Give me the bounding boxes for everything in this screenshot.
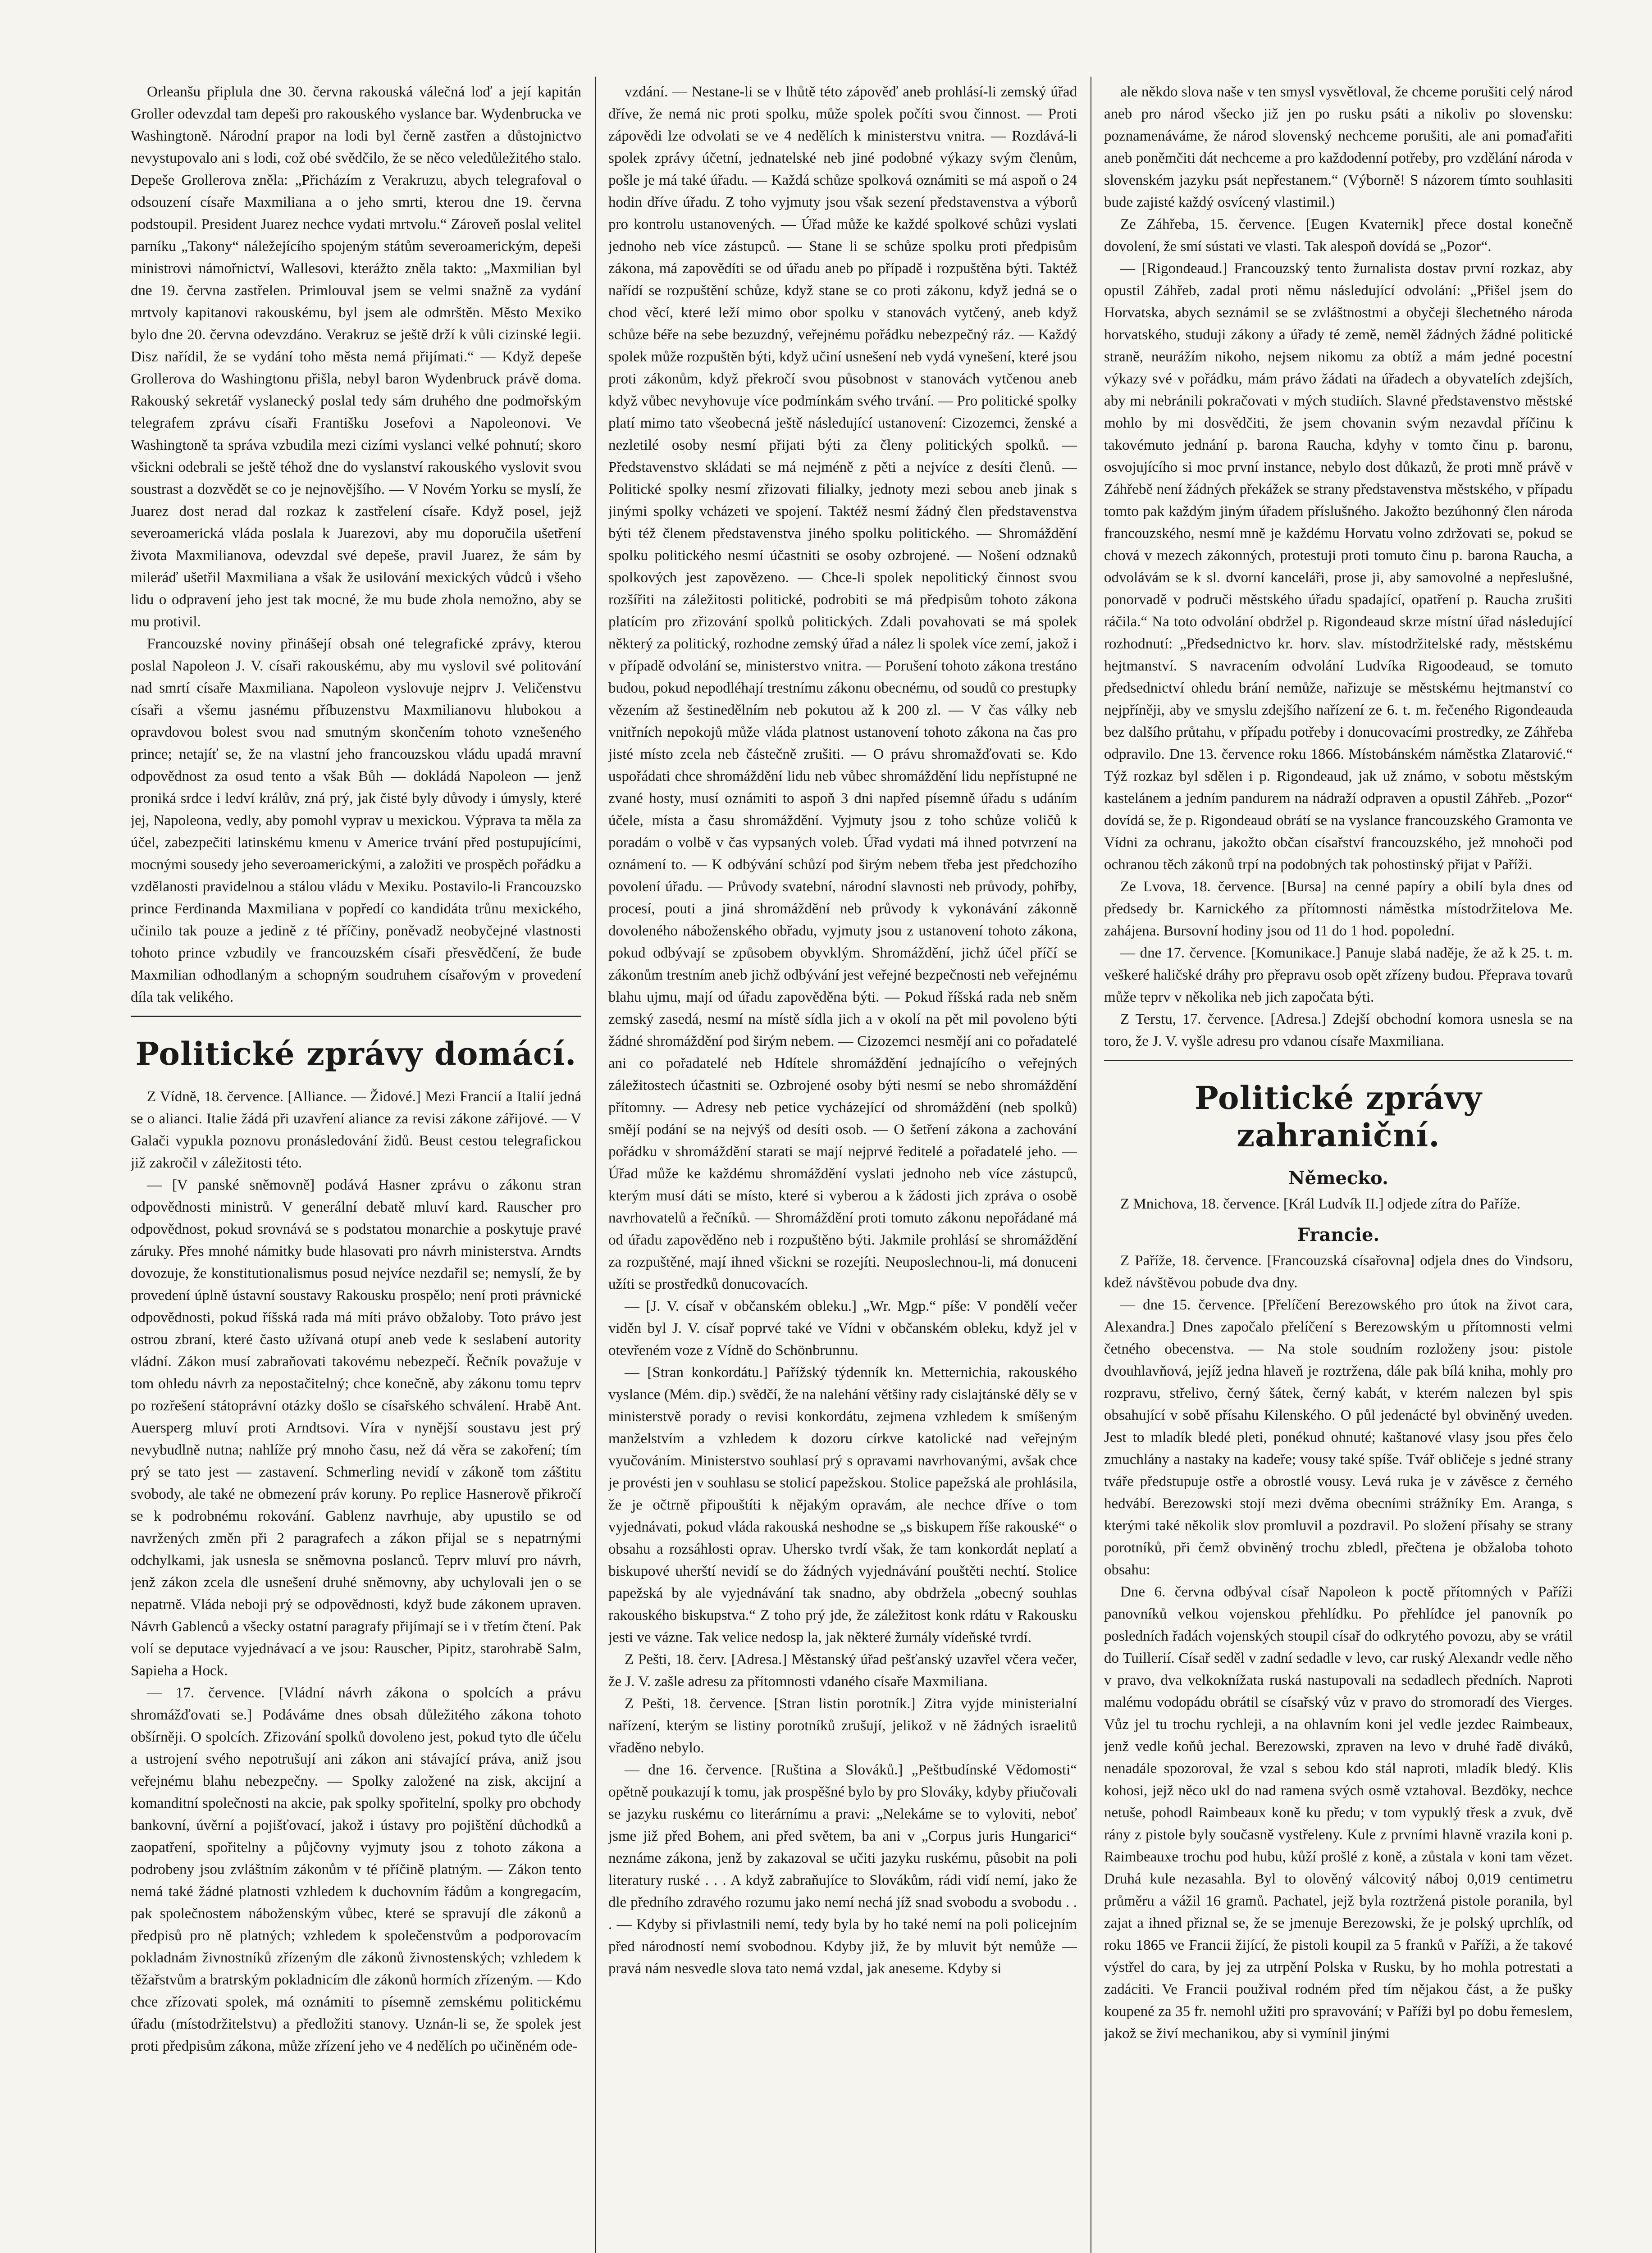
column-rule <box>595 77 596 2253</box>
subheading-france: Francie. <box>1297 1224 1380 1245</box>
paragraph: — 17. července. [Vládní návrh zákona o spolcích a právu shromážďovati se.] Podáváme dnes obsah důležitého zákona tohoto obšírněji. O spolcích. Zřizování spolků dovoleno jest, pokud tyto dle účelu a ustrojení svého nepotrušují ani zákon ani stávající práva, aniž jsou veřejnému blahu nebezpečny. — Spolky založené na zisk, akcijní a komanditní společnosti na akcie, pak spolky spořitelní, spolky pro obchody bankovní, úvěrní a pojišťovací, jakož i ústavy pro pojištění důchodků a zaopatření, spořitelny a půjčovny vyjmuty jsou z tohoto zákona a podrobeny jsou zvláštním zákonům v té příčině platným. — Zákon tento nemá také žádné platnosti vzhledem k duchovním řádům a kongregacím, pak společnostem náboženským vůbec, které se spravují dle zákonů a předpisů pro ně platných; vzhledem k společenstvům a podporovacím pokladnám živnostníků zřízeným dle zákonů živnostenských; vzhledem k těžařstvům a bratrským pokladnicím dle zákonů hormích zřízeným. — Kdo chce zřízovati spolek, má oznámiti to písemně zemskému politickému úřadu (místodržitelstvu) a předložiti stanovy. Uznán-li se, že spolek jest proti předpisům zákona, může zřízení jeho ve 4 nedělích po učiněném ode- <box>131 1685 581 2054</box>
paragraph: Z Pešti, 18. července. [Stran listin porotník.] Zitra vyjde ministerialní nařízení, kterým se listiny porotníků zrušují, jelikož v ně žádných israelitů vřaděno nebylo. <box>608 1696 1077 1756</box>
column-2 <box>608 81 1077 2253</box>
paragraph: Z Paříže, 18. července. [Francouzská císařovna] odjela dnes do Vindsoru, kdež návštěvou pobude dva dny. <box>1104 1253 1573 1291</box>
column-1 <box>131 81 581 2253</box>
paragraph: — dne 16. července. [Ruština a Slováků.] „Peštbudínské Vědomosti“ opětně poukazují k tomu, jak prospěšné bylo by pro Slováky, kdyby přiučovali se jazyku ruskému co literárnímu a pravi: „Nelekáme se to vyloviti, neboť jsme již před Bohem, ani před světem, ba ani v „Corpus juris Hungarici“ neznáme zákona, jenž by zakazoval se učiti jazyku ruskému, působit na poli literatury ruské . . . A když zabraňujíce to Slovákům, rádi vidí nemí, jako že dle předního zdravého rozumu jako nemí nechá jíž snad svobodu a svobodu . . . — Kdyby si přivlastnili nemí, tedy byla by ho také nemí na poli policejním před národností nemí svobodnou. Kdyby již, že by mluvit být nemůže — pravá nám nesvedle slova tato nemá vzdal, jak aneseme. Kdyby si <box>608 1762 1077 1977</box>
paragraph: Orleanšu připlula dne 30. června rakouská válečná loď a její kapitán Groller odevzdal tam depeši pro rakouského vyslance bar. Wydenbrucka ve Washingtoně. Národní prapor na lodi byl černě zastřen a důstojnictvo nevystupovalo ani s lodi, což obé svědčilo, že se něco veledůležitého stalo. Depeše Grollerova zněla: „Přicházím z Verakruzu, abych telegrafoval o odsouzení císaře Maxmiliana a o jeho smrti, kterou dne 19. června podstoupil. President Juarez nechce vydati mrtvolu.“ Zároveň poslal velitel parníku „Takony“ náležejícího spojeným státům severoamerickým, depeši ministrovi námořnictví, Wallesovi, kterážto zněla takto: „Maxmilian byl dne 19. června zastřelen. Primlouval jsem se velmi snažně za vydání mrtvoly kapitanovi rakouskému, byl jsem ale odmrštěn. Město Mexiko bylo dne 20. června odevzdáno. Verakruz se ještě drží k vůli cizinské legii. Disz nařídil, že se vydání toho města nemá přijímati.“ — Když depeše Grollerova do Washingtonu přišla, nebyl baron Wydenbruck právě doma. Rakouský sekretář vyslanecký poslal tedy sám druhého dne podmořským telegrafem zprávu císaři Františku Josefovi a Napoleonovi. Ve Washingtoně ta správa vzbudila mezi cizími vyslanci velké pohnutí; skoro všickni odebrali se ještě téhož dne do vyslanství rakouského vyslovit svou soustrast a dozvědět se co je nejnovějšího. — V Novém Yorku se myslí, že Juarez dost nerad dal rozkaz k zastřelení císaře. Když posel, jejž severoamerická vláda poslala k Juarezovi, aby mu doporučila ušetření života Maxmilianova, odevzdal své depeše, pravil Juarez, že sám by mileráď ušetřil Maxmiliana a však že usilování mexických vůdců i všeho lidu o odpravení jeho jest tak mocné, že mu bude zhola nemožno, aby se mu protivil. <box>131 84 581 630</box>
paragraph: Dne 6. června odbýval císař Napoleon k poctě přítomných v Paříži panovníků velkou vojenskou přehlídku. Po přehlídce jel panovník po posledních řadách vojenských stoupil císař do odkrytého povozu, aby se vrátil do Tuillerií. Císař seděl v zadní sedadle v levo, car ruský Alexandr vedle něho v pravo, dva velkoknížata ruská nastupovali na sedadlech předních. Naproti malému vodopádu obrátil se císařský vůz v pravo do stromoradí des Vierges. Vůz jel tu trochu rychleji, a na ohlavním koni jel vedle jezdec Raimbeaux, jenž vedle koňů jechal. Berezowski, zpraven na levo v druhé řadě diváků, nenadále spozoroval, že vzal s sebou kdo stál naproti, mladík bledý. Klis kohosi, jejž něco ukl do nad ramena svých osmě vztahoval. Bezdöky, nechce netuše, pohodl Raimbeaux koně ku předu; v tom vypuklý třesk a zvuk, dvě rány z pistole byly současně vystřeleny. Kule z prvními hlavně vrazila koni p. Raimbeauxe trochu pod hubu, kůží prošlé z koně, a zůstala v koni tam vězet. Druhá kule nezasahla. Byl to olověný válcovitý náboj 0,019 centimetru průměru a vážil 16 gramů. Pachatel, jejž byla roztržená pistole poranila, byl zajat a ihned přiznal se, že se jmenuje Berezowski, že je polský uprchlík, od roku 1865 ve Francii žijící, že pistoli koupil za 5 franků v Paříži, a že takové výstřel do cara, by jej za utrpění Polska v Rusku, by ho mohla potrestati a zadáciti. Ve Francii použival rodném před tím nějakou část, a že pušky koupené za 35 fr. nemohl užiti pro spravování; v Paříži byl po dobu řemeslem, jakož se živí mechanikou, aby si vymínil jinými <box>1104 1584 1573 2042</box>
divider <box>131 1016 581 1017</box>
column-3 <box>1104 81 1573 2253</box>
paragraph: Z Terstu, 17. července. [Adresa.] Zdejší obchodní komora usnesla se na toro, že J. V. vyšle adresu pro vdanou císaře Maxmiliana. <box>1104 1011 1573 1049</box>
section-title-foreign: Politické zprávy zahraniční. <box>1195 1079 1482 1154</box>
paragraph: — [J. V. císař v občanském obleku.] „Wr. Mgp.“ píše: V pondělí večer viděn byl J. V. císař poprvé také ve Vídni v občanském obleku, když jel v otevřeném voze z Vídně do Schönbrunnu. <box>608 1298 1077 1359</box>
section-title-domestic: Politické zprávy domácí. <box>135 1035 577 1072</box>
paragraph: Z Pešti, 18. červ. [Adresa.] Městanský úřad pešťanský uzavřel včera večer, že J. V. zašle adresu za přítomnosti vdaného císaře Maxmiliana. <box>608 1651 1077 1690</box>
paragraph: — [Stran konkordátu.] Pařížský týdenník kn. Metternichia, rakouského vyslance (Mém. dip.) svědčí, že na nalehání většiny rady cislajtánské děly se v ministerstvě porady o revisi konkordátu, zejmena vzhledem k smíšeným manželstvím a vzhledem k dozoru církve katolické nad veřejným vyučováním. Ministerstvo souhlasí prý s opravami navrhovanými, avšak chce je provésti jen v souhlasu se stolicí papežskou. Stolice papežská ale prohlásila, že je očtrně připouštíti k nějakým opravám, ale nechce dříve o tom vyjednávati, pokud vláda rakouská neshodne se „s biskupem říše rakouské“ o obsahu a rozsáhlosti oprav. Uhersko tvrdí však, že tam konkordát neplatí a biskupové uherští nevidí se do žádných vyjednávání pouštěti nechtí. Stolice papežská by ale vyjednávání tak snadno, aby obdržela „obecný souhlas rakouského biskupstva.“ Z toho prý jde, že záležitost konk rdátu v Rakousku jesti ve vázne. Tak velice nedosp la, jak některé žurnály vídeňské tvrdí. <box>608 1364 1077 1646</box>
divider <box>1104 1060 1573 1061</box>
subheading-germany: Německo. <box>1288 1168 1388 1189</box>
paragraph: Ze Lvova, 18. července. [Bursa] na cenné papíry a obilí byla dnes od předsedy br. Karnického za přítomnosti náměstka místodržitelova Me. zahájena. Bursovní hodiny jsou od 11 do 1 hod. popolední. <box>1104 879 1573 939</box>
paragraph: — [Rigondeaud.] Francouzský tento žurnalista dostav první rozkaz, aby opustil Záhřeb, zadal proti němu následující odvolání: „Přišel jsem do Horvatska, abych seznámil se se zvláštnostmi a obyčeji šlechetného národa horvatského, studuji zákony a úřady té země, neměl žádných žádné politické straně, neurážím nikoho, nejsem nikomu za obtíž a mám jedné pocestní výkazy své v pořádku, mám právo žádati na úřadech a obyvatelích zdejších, aby mi nebránili pokračovati v mých studiích. Slavné představenstvo městské mohlo by mi dosvědčiti, že jsem chovanin svým nezavdal příčinu k takovémuto jednání p. barona Raucha, kdyhy v tomto činu p. baronu, osvojujícího si moc první instance, nebylo dost důkazů, že proti mně právě v Záhřebě není žádných překážek se strany představenstva městského, v případu tomto pak každým jiným úřadem příslušného. Jakožto bezúhonný člen národa francouzského, nesmí mně je každému Horvatu volno zdržovati se, pokud se chová v mezech zákonných, protestuji proti tomuto činu p. barona Raucha, a odvolávám se k sl. dvorní kanceláři, prose ji, aby samovolné a nepřeslušné, ponorvadě v područi městského úřadu spadající, opatření p. Raucha zrušiti ráčila.“ Na toto odvolání obdržel p. Rigondeaud skrze místní úřad následující rozhodnutí: „Předsednictvo kr. horv. slav. místodržitelské rady, městskému hejtmanství. S navracením odvolání Ludvíka Rigoodeaud, se tomuto předsednictví ohledu brání nemůže, nařizuje se městskému hejtmanství co nejpříněji, aby ve smyslu zdejšího nařízení ze 6. t. m. řečeného Rigondeauda bez dalšího průtahu, v případu potřeby i donucovacími prostredky, ze Záhřeba odpravilo. Dne 13. července roku 1866. Místobánském náměstka Zlatarović.“ Týž rozkaz byl sdělen i p. Rigondeaud, jak už známo, v sobotu městským kastelánem a jedním pandurem na nádraží odpraven a opustil Záhřeb. „Pozor“ dovídá se, že p. Rigondeaud obrátí se na vyslance francouzského Gramonta ve Vídni za ochranu, jakožto občan císařství francouzského, jež mnohoči pod ochranou těch zákonů trpí na podobných tak pohostinský přijat v Paříži. <box>1104 260 1573 873</box>
paragraph: — [V panské sněmovně] podává Hasner zprávu o zákonu stran odpovědnosti ministrů. V generální debatě mluví kard. Rauscher pro odpovědnost, pokud srovnává se s podstatou monarchie a poskytuje pravé záruky. Přes mnohé námitky bude hlasovati pro návrh ministerstva. Arndts dovozuje, že konstitutionalismus posud nejvíce nezdařil se; nemyslí, že by provedení úplně ústavní soustavy Rakousku prospělo; není proti právnické odpovědnosti, pokud říšská rada má míti právo obžaloby. Toto právo jest ostrou zbraní, které často užívaná otupí aneb vede k seslabení autority vládní. Zákon musí zabraňovati takovému nebezpečí. Řečník považuje v tom ohledu návrh za nepostačitelný; chce konečně, aby zákonu tomu teprv po rozřešení státoprávní otázky došlo se císařského schválení. Hrabě Ant. Auersperg mluví proti Arndtsovi. Víra v nynější soustavu jest prý nevybudlně nutna; nahlíže prý mnoho času, než dá věra se zakoření; tím prý se tato jest — zastavení. Schmerling nevidí v zákoně tom záštitu svobody, ale také ne obmezení práv koruny. Po replice Hasnerově přikročí se k podrobnému rokování. Gablenz navrhuje, aby upustilo se od navržených změn při 2 paragrafech a zákon přijal se s nepatrnými odchylkami, jak usnesla se sněmovna poslanců. Teprv mluví pro návrh, jenž zákon zcela dle usnešení druhé sněmovny, aby uchylovali jen o se nepatrně. Vláda neboji prý se odpovědnosti, když bude zákonem upraven. Návrh Gablenců a všecky ostatní paragrafy přijímají se i v třetím čtení. Pak volí se deputace vyjednávací a ve jsou: Rauscher, Pipitz, starohrabě Salm, Sapieha a Hock. <box>131 1177 581 1679</box>
paragraph: Z Vídně, 18. července. [Alliance. — Židové.] Mezi Francií a Italií jedná se o alianci. Italie žádá při uzavření aliance za revisi zákone zářijové. — V Galači vypukla poznovu pronásledování židů. Beust cestou telegrafickou již zakročil v záležitosti této. <box>131 1089 581 1171</box>
paragraph: — dne 17. července. [Komunikace.] Panuje slabá naděje, že až k 25. t. m. veškeré haličské dráhy pro přepravu osob opět zřízeny budou. Přeprava tovarů může teprv v několika neb jich započata býti. <box>1104 945 1573 1005</box>
paragraph: Ze Záhřeba, 15. července. [Eugen Kvaternik] přece dostal konečně dovolení, že smí sústati ve vlasti. Tak alespoň dovídá se „Pozor“. <box>1104 216 1573 255</box>
paragraph: Z Mnichova, 18. července. [Král Ludvík II.] odjede zítra do Paříže. <box>1120 1196 1520 1212</box>
paragraph: Francouzské noviny přinášejí obsah oné telegrafické zprávy, kterou poslal Napoleon J. V. císaři rakouskému, aby mu vyslovil své politování nad smrtí císaře Maxmiliana. Napoleon vyslovuje nejprv J. Veličenstvu císaři a všemu jasnému příbuzenstvu Maxmilianovu hlubokou a opravdovou bolest svou nad smutným skončením tohoto vznešeného prince; netajíť se, že na vlastní jeho francouzskou vládu upadá mravní odpovědnost za osud tento a však Bůh — dokládá Napoleon — jenž proniká srdce i ledví králův, zná prý, jak čisté byly důvody i úmysly, které jej, Napoleona, vedly, aby pomohl vyprav u mexickou. Výprava ta měla za účel, zabezpečiti latinskému kmenu v Americe trvání před postupujícími, mocnými sousedy jeho severoamerickými, a založiti ve prospěch pořádku a vzdělanosti pravidelnou a stálou vládu v Mexiku. Postavilo-li Francouzsko prince Ferdinanda Maxmiliana v popředí co kandidáta trůnu mexického, učinilo tak pouze a jedině z té příčiny, poněvadž neobyčejné vlastnosti tohoto prince vzbudily ve francouzském císaři přesvědčení, že bude Maxmilian odhodlaným a schopným soudruhem císařovým v provedení díla tak velikého. <box>131 636 581 1005</box>
paragraph: vzdání. — Nestane-li se v lhůtě této zápověď aneb prohlásí-li zemský úřad dříve, že nemá nic proti spolku, může spolek počíti svou činnost. — Proti zápovědi lze odvolati se ve 4 nedělích k ministerstvu vnitra. — Rozdává-li spolek zprávy účetní, jednatelské neb jiné podobné výkazy svým členům, pošle je má také úřadu. — Každá schůze spolková oznámiti se má aspoň o 24 hodin dříve úřadu. Z toho vyjmuty jsou však sezení představenstva a výborů pro kontrolu ustanovených. — Úřad může ke každé spolkové schůzi vyslati jednoho neb více zástupců. — Stane li se schůze spolku proti předpisům zákona, má zapovědíti se od úřadu aneb po případě i rozpuštěna býti. Taktéž nařídí se rozpuštění schůze, když stane se co proti zákonu, když jedná se o chod věcí, které leží mimo obor spolku v stanovách vytčený, aneb když schůze béře na sebe bezuzdný, veřejnému pořádku nebezpečný ráz. — Každý spolek může rozpuštěn býti, když učiní usnešení neb vydá vynešení, které jsou proti zákonům, když překročí svou působnost v stanovách vytčenou aneb když vůbec nevyhovuje více podmínkám svého trvání. — Pro politické spolky platí mimo tato všeobecná ještě následující ustanovení: Cizozemci, ženské a nezletilé osoby nesmí přijati býti za členy politických spolků. — Představenstvo skládati se má nejméně z pěti a nejvíce z desíti členů. — Politické spolky nesmí zřizovati filialky, jednoty mezi sebou aneb jinak s jinými spolky vcházeti ve spojení. Taktéž nesmí žádný člen představenstva býti též členem představenstva jiného spolku politického. — Shromáždění spolku politického nesmí účastniti se osoby ozbrojené. — Nošení odznaků spolkových jest zapovězeno. — Chce-li spolek nepolitický činnost svou rozšířiti na záležitosti politické, podrobiti se má předpisům tohoto zákona platícím pro zřizování spolků politických. Zdali povahovati se má spolek některý za politický, rozhodne zemský úřad a nález li spolek více zemí, jakož i v případě odvolání se, ministerstvo vnitra. — Porušení tohoto zákona trestáno budou, pokud nepodléhají trestnímu zákonu obecnému, od soudů co prestupky vězením až šestinedělním neb pokutou až k 200 zl. — V čas války neb vnitřních nepokojů může vláda platnost ustanovení tohoto zákona na čas pro jisté místo zcela neb částečně zrušiti. — O právu shromažďovati se. Kdo uspořádati chce shromáždění lidu neb vůbec shromáždění lidu nepřístupné ne zvané hosty, musí oznámiti to aspoň 3 dni napřed písemně úřadu s udáním účele, místa a času shromáždění. Vyjmuty jsou z toho schůze voličů k poradám o volbě v čas vypsaných voleb. Úřad vydati má ihned potvrzení na oznámení to. — K odbývání schůzí pod širým nebem třeba jest předchozího povolení úřadu. — Průvody svatební, národní slavnosti neb průvody, pohřby, procesí, pouti a jiná shromáždění neb průvody k vykonávání zákonně dovoleného náboženského obřadu, vyjmuty jsou z ustanovení tohoto zákona, pokud odbývají se způsobem obyvklým. Shromáždění, jichž účel příčí se zákonům trestním aneb jichž odbývání jest veřejné bezpečnosti neb veřejnému blahu ujmu, mají od úřadu zapověděna býti. — Pokud říšská rada neb sněm zemský zasedá, nesmí na místě sídla jich a v okolí na pět mil povoleno býti žádné shromáždění pod širým nebem. — Cizozemci nesmějí ani co pořadatelé ani co pořadatelé neb Hdítele shromáždění jednajícího o veřejných záležitostech účastniti se. Ozbrojené osoby býti nesmí se nebo shromáždění přítomny. — Adresy neb petice vycházející od shromáždění (neb spolků) smějí podání se na nejvýš od desíti osob. — O šetření zákona a zachování pořádku v shromáždění starati se mají nejprvé ředitelé a pořadatelé jeho. — Úřad může ke každému shromáždění vyslati jednoho neb více zástupců, kterým musí dáti se místo, které si vyberou a k žádosti jich zpráva o osobě navrhovatelů a řečníků. — Shromáždění proti tomuto zákonu nepořádané má od úřadu zapověděno neb i rozpuštěno býti. Jakmile prohlásí se shromáždění za rozpuštěné, mají ihned všickni se rozejíti. Neuposlechnou-li, má donuceni užíti se prostředků donucovacích. <box>608 84 1077 1292</box>
paragraph: — dne 15. července. [Přelíčení Berezowského pro útok na život cara, Alexandra.] Dnes započalo přelíčení s Berezowským u přítomnosti velmi četného obecenstva. — Na stole soudním rozloženy jsou: pistole dvouhlavňová, jejíž jedna hlaveň je roztržena, dále pak bílá kniha, mohly pro rozpravu, střelivo, černý šátek, černý kabát, v kterém nalezen byl spis obsahující v sobě přísahu Kilenského. O půl jedenácté byl obviněný uveden. Jest to mladík bledé pleti, ponékud ohnuté; kaštanové vlasy jsou přes čelo zmuchlány a nastaky na kadeře; vousy také spíše. Tvář obličeje s jedné strany tváře předstupuje ostře a obrostlé vousy. Levá ruka je v závěsce z černého hedvábí. Berezowski stojí mezi dvěma obecními strážníky Em. Aranga, s kterými také několik slov promluvil a pozdravil. Po složení přísahy se strany porotníků, při čemž obviněný trochu zbledl, přečtena je obžaloba tohoto obsahu: <box>1104 1297 1573 1578</box>
paragraph: ale někdo slova naše v ten smysl vysvětloval, že chceme porušiti celý národ aneb pro národ všecko již jen po rusku psáti a nikoliv po slovensku: poznamenáváme, že národ slovenský nechceme porušiti, ale ani pomaďařiti aneb poněmčiti dát nechceme a pro každodenní potřeby, pro vzdělání národa v slovenském jazyku psát nepřestanem.“ (Výborně! S názorem tímto souhlasiti bude zajisté každý osvícený vlastimil.) <box>1104 84 1573 210</box>
